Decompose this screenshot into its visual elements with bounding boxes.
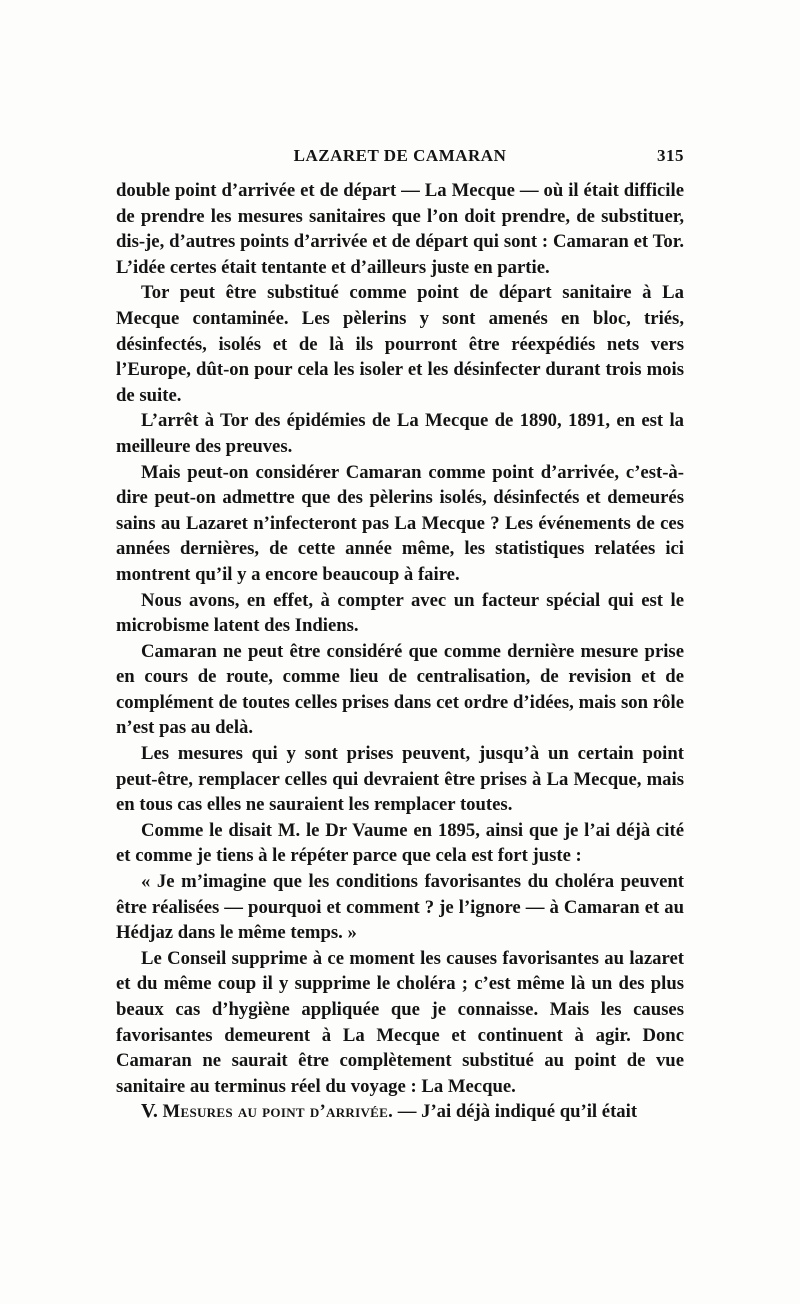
page-header bbox=[116, 146, 684, 172]
paragraph-4: Mais peut-on considérer Camaran comme point d’arrivée, c’est-à-dire peut-on admettre que des pèlerins isolés, désinfectés et demeurés sains au Lazaret n’infecteront pas La Mecque ? Les événements de ces années dernières, de cette année même, les statistiques relatées ici montrent qu’il y a encore beaucoup à faire. bbox=[116, 461, 684, 585]
section-title: Mesures au point d’arrivée. bbox=[162, 1101, 394, 1123]
paragraph-6: Camaran ne peut être considéré que comme dernière mesure prise en cours de route, comme lieu de centralisation, de revision et de complément de toutes celles prises dans cet ordre d’idées, mais son rôle n’est pas au delà. bbox=[116, 640, 684, 739]
section-heading-paragraph bbox=[116, 1099, 684, 1125]
book-page bbox=[116, 146, 684, 1125]
paragraph-1: double point d’arrivée et de départ — La Mecque — où il était difficile de prendre les mesures sanitaires que l’on doit prendre, de substituer, dis-je, d’autres points d’arrivée et de départ qui sont : Camaran et Tor. L’idée certes était tentante et d’ailleurs juste en partie. bbox=[116, 180, 684, 278]
section-number: V. bbox=[141, 1100, 158, 1123]
paragraph-2: Tor peut être substitué comme point de départ sanitaire à La Mecque contaminée. Les pèlerins y sont amenés en bloc, triés, désinfectés, isolés et de là ils pourront être réexpédiés nets vers l’Europe, dût-on pour cela les isoler et les désinfecter durant trois mois de suite. bbox=[116, 282, 684, 406]
paragraph-8: Comme le disait M. le Dr Vaume en 1895, ainsi que je l’ai déjà cité et comme je tiens à le répéter parce que cela est fort juste : bbox=[116, 819, 684, 867]
paragraph-9-quotation: « Je m’imagine que les conditions favorisantes du choléra peuvent être réalisées — pourquoi et comment ? je l’ignore — à Camaran et au Hédjaz dans le même temps. » bbox=[116, 871, 684, 944]
paragraph-10: Le Conseil supprime à ce moment les causes favorisantes au lazaret et du même coup il y supprime le choléra ; c’est même là un des plus beaux cas d’hygiène appliquée que je connaisse. Mais les causes favorisantes demeurent à La Mecque et continuent à agir. Donc Camaran ne saurait être complètement substitué au point de vue sanitaire au terminus réel du voyage : La Mecque. bbox=[116, 947, 684, 1097]
running-title: LAZARET DE CAMARAN bbox=[293, 146, 507, 165]
paragraph-3: L’arrêt à Tor des épidémies de La Mecque de 1890, 1891, en est la meilleure des preuves. bbox=[116, 410, 684, 457]
body-text bbox=[116, 178, 684, 1125]
paragraph-5: Nous avons, en effet, à compter avec un facteur spécial qui est le microbisme latent des Indiens. bbox=[116, 589, 684, 637]
section-text: — J’ai déjà indiqué qu’il était bbox=[397, 1101, 638, 1123]
paragraph-7: Les mesures qui y sont prises peuvent, jusqu’à un certain point peut-être, remplacer celles qui devraient être prises à La Mecque, mais en tous cas elles ne sauraient les remplacer toutes. bbox=[116, 743, 684, 816]
page-number: 315 bbox=[657, 146, 684, 165]
